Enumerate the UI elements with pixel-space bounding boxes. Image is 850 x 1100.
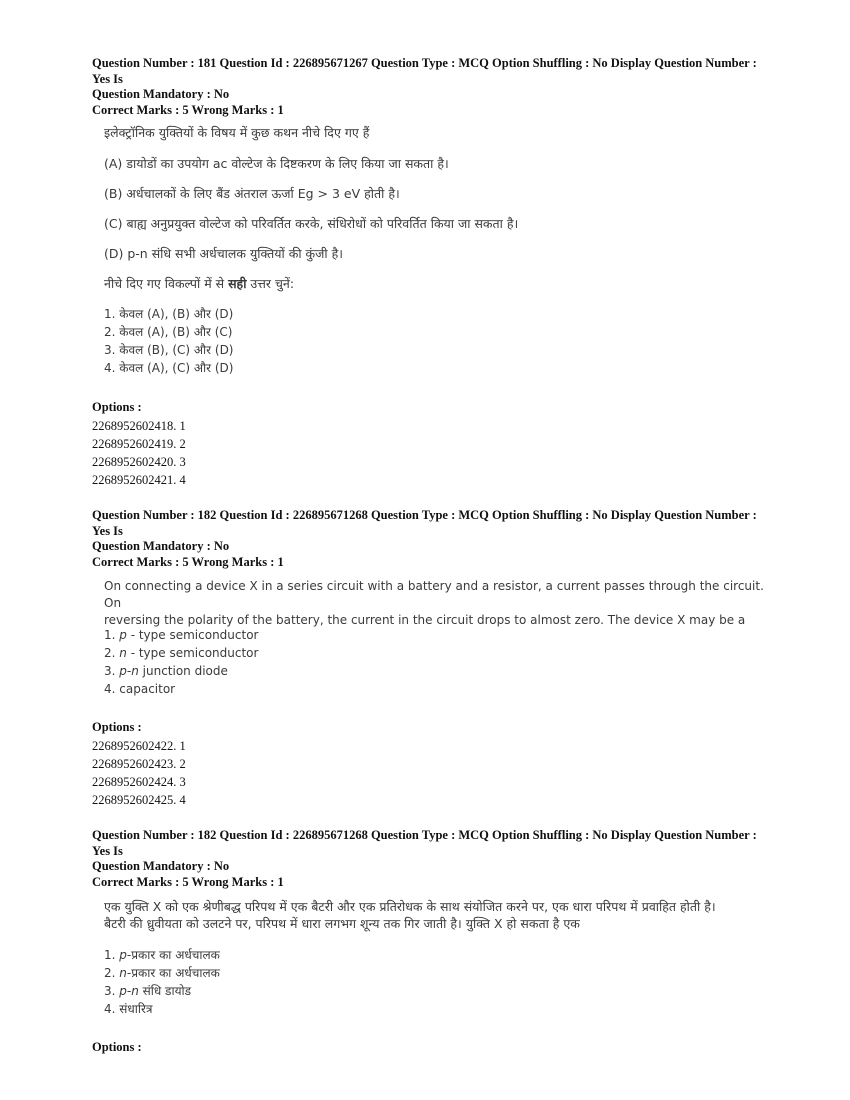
q182-marks: Correct Marks : 5 Wrong Marks : 1 [92,554,284,569]
q182-hi-para2: बैटरी की ध्रुवीयता को उलटने पर, परिपथ में धारा लगभग शून्य तक गिर जाती है। युक्ति X हो सकता है एक [104,916,580,931]
q182-option-id-2: 2268952602423. 2 [92,757,186,771]
q182-hi-body [104,898,764,932]
q182-options-label: Options : [92,720,142,734]
q182-hi-para1: एक युक्ति X को एक श्रेणीबद्ध परिपथ में एक बैटरी और एक प्रतिरोधक के साथ संयोजित करने पर, एक धारा परिपथ में प्रवाहित होती है। [104,899,716,914]
q182-hi-marks: Correct Marks : 5 Wrong Marks : 1 [92,874,284,889]
q182-hi-choice-2: 2. n-प्रकार का अर्धचालक [104,966,220,980]
q182-hi-options-label: Options : [92,1040,142,1054]
q182-option-id-3: 2268952602424. 3 [92,775,186,789]
q181-choice-4: 4. केवल (A), (C) और (D) [104,361,234,375]
q181-statement-c: (C) बाह्य अनुप्रयुक्त वोल्टेज को परिवर्तित करके, संधिरोधों को परिवर्तित किया जा सकता है। [104,216,519,231]
q181-header-line1: Question Number : 181 Question Id : 226895671267 Question Type : MCQ Option Shuffling : No Display Question Number : Yes Is [92,56,757,86]
q181-option-id-2: 2268952602419. 2 [92,437,186,451]
q181-options [92,400,772,489]
q182-hi-header-line2: Question Mandatory : No [92,859,230,873]
q182-header-line1: Question Number : 182 Question Id : 226895671268 Question Type : MCQ Option Shuffling : No Display Question Number : Yes Is [92,508,757,538]
q181-header [92,56,772,118]
q182-hi-choice-3: 3. p-n संधि डायोड [104,984,192,998]
q182-hi-header [92,828,772,890]
q182-para2: reversing the polarity of the battery, the current in the circuit drops to almost zero. The device X may be a [104,613,746,627]
q181-header-line2: Question Mandatory : No [92,87,230,101]
q182-choices [104,626,764,698]
q181-choice-3: 3. केवल (B), (C) और (D) [104,343,234,357]
q181-intro: इलेक्ट्रॉनिक युक्तियों के विषय में कुछ कथन नीचे दिए गए हैं [104,125,370,140]
q181-choice-1: 1. केवल (A), (B) और (D) [104,307,234,321]
q181-statement-a: (A) डायोडों का उपयोग ac वोल्टेज के दिष्टकरण के लिए किया जा सकता है। [104,156,449,171]
q182-hi-choice-4: 4. संधारित्र [104,1002,153,1016]
q181-options-label: Options : [92,400,142,414]
q182-body [104,578,764,629]
q182-options [92,720,772,809]
q182-choice-4: 4. capacitor [104,682,176,696]
q182-hi-header-line1: Question Number : 182 Question Id : 226895671268 Question Type : MCQ Option Shuffling : No Display Question Number : Yes Is [92,828,757,858]
q181-option-id-3: 2268952602420. 3 [92,455,186,469]
q181-prompt: नीचे दिए गए विकल्पों में से सही उत्तर चुनें: [104,276,295,291]
q182-option-id-1: 2268952602422. 1 [92,739,186,753]
q182-choice-3: 3. p-n junction diode [104,664,228,678]
q182-choice-2: 2. n - type semiconductor [104,646,259,660]
q182-hi-choices [104,946,764,1018]
q182-header [92,508,772,570]
q181-marks: Correct Marks : 5 Wrong Marks : 1 [92,102,284,117]
q182-choice-1: 1. p - type semiconductor [104,628,259,642]
q182-option-id-4: 2268952602425. 4 [92,793,186,807]
q181-statement-d: (D) p-n संधि सभी अर्धचालक युक्तियों की कुंजी है। [104,246,343,261]
q181-statement-b: (B) अर्धचालकों के लिए बैंड अंतराल ऊर्जा Eg > 3 eV होती है। [104,186,400,201]
q181-choice-2: 2. केवल (A), (B) और (C) [104,325,233,339]
q181-body [104,124,764,141]
q181-option-id-1: 2268952602418. 1 [92,419,186,433]
q182-hi-options [92,1040,772,1055]
q182-header-line2: Question Mandatory : No [92,539,230,553]
q181-option-id-4: 2268952602421. 4 [92,473,186,487]
q182-hi-choice-1: 1. p-प्रकार का अर्धचालक [104,948,220,962]
q181-choices [104,305,764,377]
q182-para1: On connecting a device X in a series circuit with a battery and a resistor, a current passes through the circuit. On [104,579,764,610]
